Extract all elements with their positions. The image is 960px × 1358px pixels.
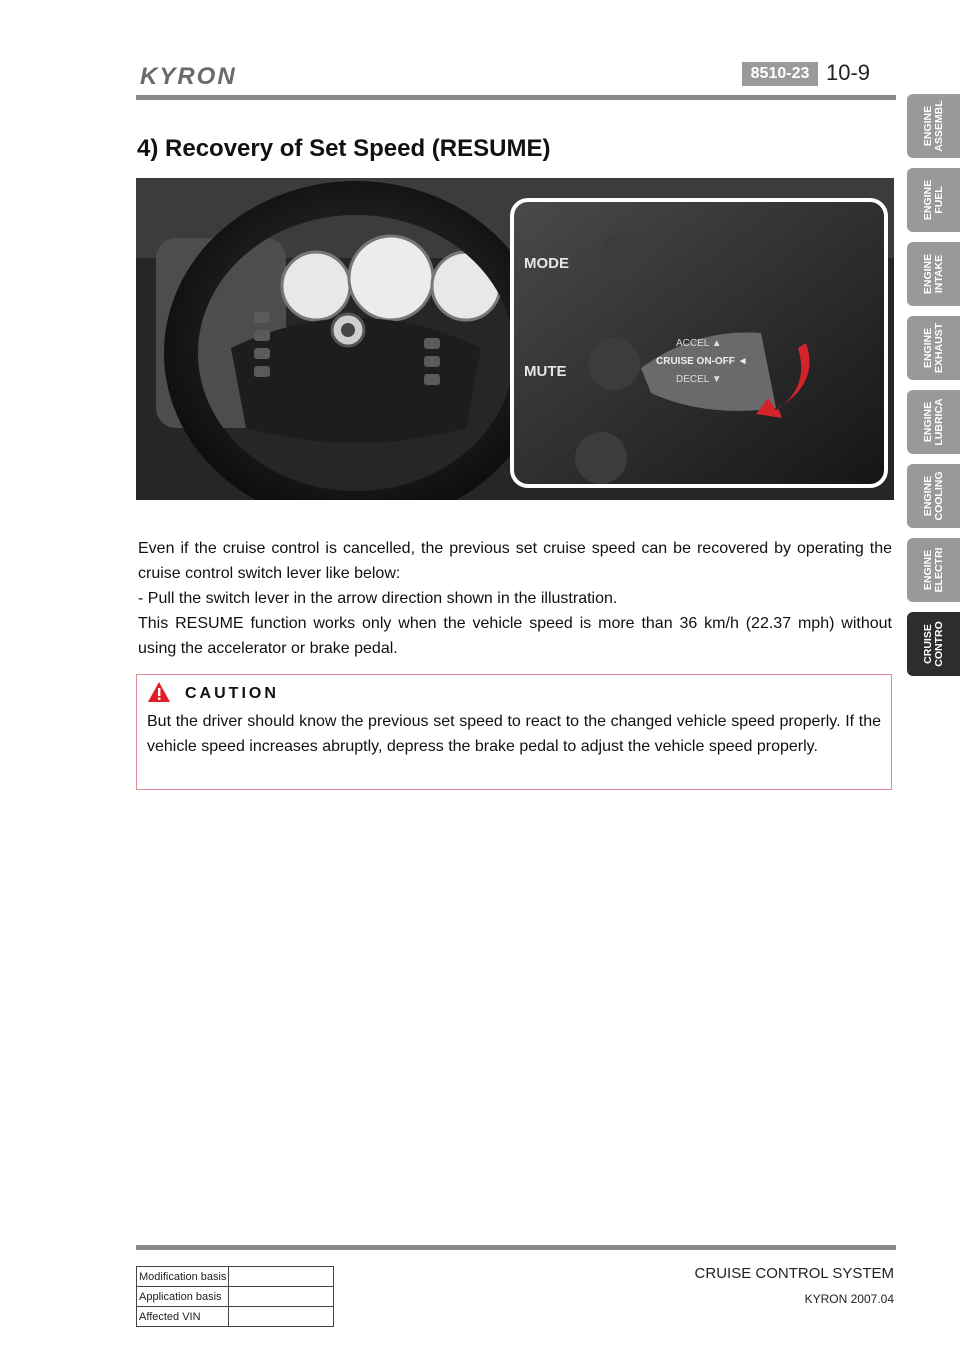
steering-wheel-photo — [136, 178, 894, 500]
tab-engine-assembly[interactable]: ENGINE ASSEMBL — [907, 94, 960, 158]
page-number: 10-9 — [826, 60, 871, 85]
caution-text: But the driver should know the previous set speed to react to the changed vehicle speed properly. If the vehicle speed increases abruptly, depress the brake pedal to adjust the vehicle speed properly. — [147, 713, 881, 755]
svg-text:KYRON: KYRON — [140, 63, 237, 90]
modification-table — [136, 1266, 334, 1327]
kyron-logo — [136, 62, 286, 90]
doc-code-badge: 8510-23 — [742, 62, 818, 86]
table-row — [137, 1267, 334, 1287]
caution-box — [136, 674, 892, 790]
tab-engine-lubrication[interactable]: ENGINE LUBRICA — [907, 390, 960, 454]
footer-divider — [136, 1245, 896, 1250]
tab-engine-electrical[interactable]: ENGINE ELECTRI — [907, 538, 960, 602]
table-cell-value — [229, 1267, 334, 1287]
caution-title: CAUTION — [185, 685, 279, 702]
paragraph: - Pull the switch lever in the arrow direction shown in the illustration. — [138, 590, 618, 607]
table-cell-key: Affected VIN — [137, 1307, 229, 1327]
svg-text:MODE: MODE — [524, 255, 569, 272]
body-text — [138, 536, 892, 661]
tab-engine-fuel[interactable]: ENGINE FUEL — [907, 168, 960, 232]
tab-cruise-control[interactable]: CRUISE CONTRO — [907, 612, 960, 676]
tab-engine-cooling[interactable]: ENGINE COOLING — [907, 464, 960, 528]
svg-text:ACCEL ▲: ACCEL ▲ — [676, 338, 722, 349]
svg-text:CRUISE ON-OFF ◄: CRUISE ON-OFF ◄ — [656, 356, 748, 367]
footer-title: CRUISE CONTROL SYSTEM — [694, 1265, 894, 1282]
section-title: 4) Recovery of Set Speed (RESUME) — [137, 135, 551, 162]
tab-engine-intake[interactable]: ENGINE INTAKE — [907, 242, 960, 306]
tab-engine-exhaust[interactable]: ENGINE EXHAUST — [907, 316, 960, 380]
paragraph: Even if the cruise control is cancelled, the previous set cruise speed can be recovered by operating the cruise control switch lever like below: — [138, 540, 892, 582]
table-row — [137, 1307, 334, 1327]
svg-text:DECEL ▼: DECEL ▼ — [676, 374, 722, 385]
table-row — [137, 1287, 334, 1307]
svg-text:MUTE: MUTE — [524, 363, 567, 380]
paragraph: This RESUME function works only when the vehicle speed is more than 36 km/h (22.37 mph) without using the accelerator or brake pedal. — [138, 615, 892, 657]
table-cell-value — [229, 1287, 334, 1307]
footer-subtitle: KYRON 2007.04 — [804, 1292, 894, 1306]
table-cell-key: Modification basis — [137, 1267, 229, 1287]
table-cell-key: Application basis — [137, 1287, 229, 1307]
warning-triangle-icon — [147, 681, 171, 703]
table-cell-value — [229, 1307, 334, 1327]
header-divider — [136, 95, 896, 100]
